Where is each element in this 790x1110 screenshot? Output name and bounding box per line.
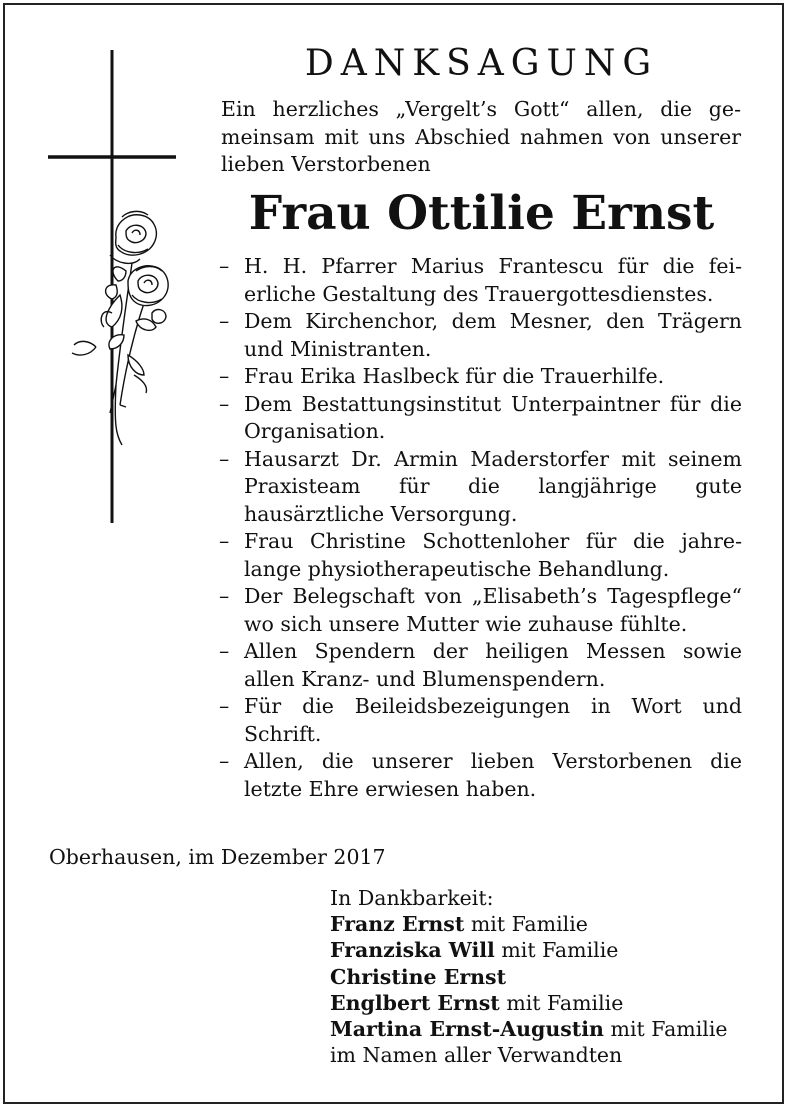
list-marker: – [219, 309, 230, 333]
signer-row [330, 911, 728, 937]
list-marker: – [219, 391, 230, 416]
list-item [219, 693, 742, 748]
list-item [219, 446, 742, 529]
list-item [219, 528, 742, 583]
list-marker: – [219, 584, 230, 608]
list-item-text: Frau Christine Schottenloher für die jahrelange physiotherapeutische Behandlung. [244, 529, 742, 581]
signer-row [330, 964, 728, 990]
signer-name: Martina Ernst-Augustin [330, 1017, 604, 1042]
deceased-name: Frau Ottilie Ernst [248, 186, 715, 241]
list-marker: – [219, 364, 230, 388]
list-item-text: Hausarzt Dr. Armin Maderstorfer mit seinem Praxisteam für die langjährige gute hausärztliche Versorgung. [244, 446, 742, 526]
list-marker: – [219, 446, 230, 471]
thanks-list [219, 253, 742, 803]
list-marker: – [219, 694, 230, 718]
list-marker: – [219, 749, 230, 773]
signer-row [330, 937, 728, 963]
signer-row [330, 1016, 728, 1042]
signature-closing: im Namen aller Verwandten [330, 1043, 623, 1068]
signer-suffix: mit Familie [470, 912, 588, 937]
list-item [219, 308, 742, 363]
signature-block [330, 885, 728, 1068]
list-marker: – [219, 254, 230, 278]
cross-with-roses-icon [40, 45, 190, 525]
signer-row [330, 990, 728, 1016]
list-item-text: Allen, die unserer lieben Verstorbenen die letzte Ehre erwiesen haben. [244, 749, 742, 801]
signer-name: Christine Ernst [330, 964, 507, 989]
list-item-text: Der Belegschaft von „Elisabeth’s Tagespflege“ wo sich unsere Mutter wie zuhause fühlte. [244, 584, 742, 636]
list-item [219, 638, 742, 693]
list-item [219, 363, 742, 391]
list-item [219, 253, 742, 308]
signer-suffix: mit Familie [610, 1017, 728, 1042]
roses-icon [72, 211, 168, 445]
signer-name: Englbert Ernst [330, 990, 500, 1015]
place-and-date: Oberhausen, im Dezember 2017 [49, 845, 386, 869]
signer-suffix: mit Familie [501, 938, 619, 963]
heading: DANKSAGUNG [304, 43, 659, 84]
signature-intro: In Dankbarkeit: [330, 886, 494, 910]
list-item-text: H. H. Pfarrer Marius Frantescu für die feierliche Gestaltung des Trauergottesdienstes. [244, 254, 742, 306]
list-item [219, 391, 742, 446]
list-item-text: Dem Bestattungsinstitut Unterpaintner für die Organisation. [244, 391, 742, 443]
list-item-text: Dem Kirchenchor, dem Mesner, den Trägern und Ministranten. [244, 309, 742, 361]
list-item [219, 748, 742, 803]
list-item-text: Für die Beileidsbezeigungen in Wort und Schrift. [244, 694, 742, 746]
list-item [219, 583, 742, 638]
list-marker: – [219, 529, 230, 553]
signer-name: Franziska Will [330, 938, 495, 963]
list-item-text: Allen Spendern der heiligen Messen sowie allen Kranz- und Blumenspendern. [244, 639, 742, 691]
list-marker: – [219, 639, 230, 663]
list-item-text: Frau Erika Haslbeck für die Trauerhilfe. [244, 364, 665, 388]
intro-text: Ein herzliches „Vergelt’s Gott“ allen, die gemeinsam mit uns Abschied nahmen von unserer lieben Verstorbenen [221, 97, 741, 176]
signer-name: Franz Ernst [330, 912, 465, 937]
signer-suffix: mit Familie [506, 990, 624, 1015]
